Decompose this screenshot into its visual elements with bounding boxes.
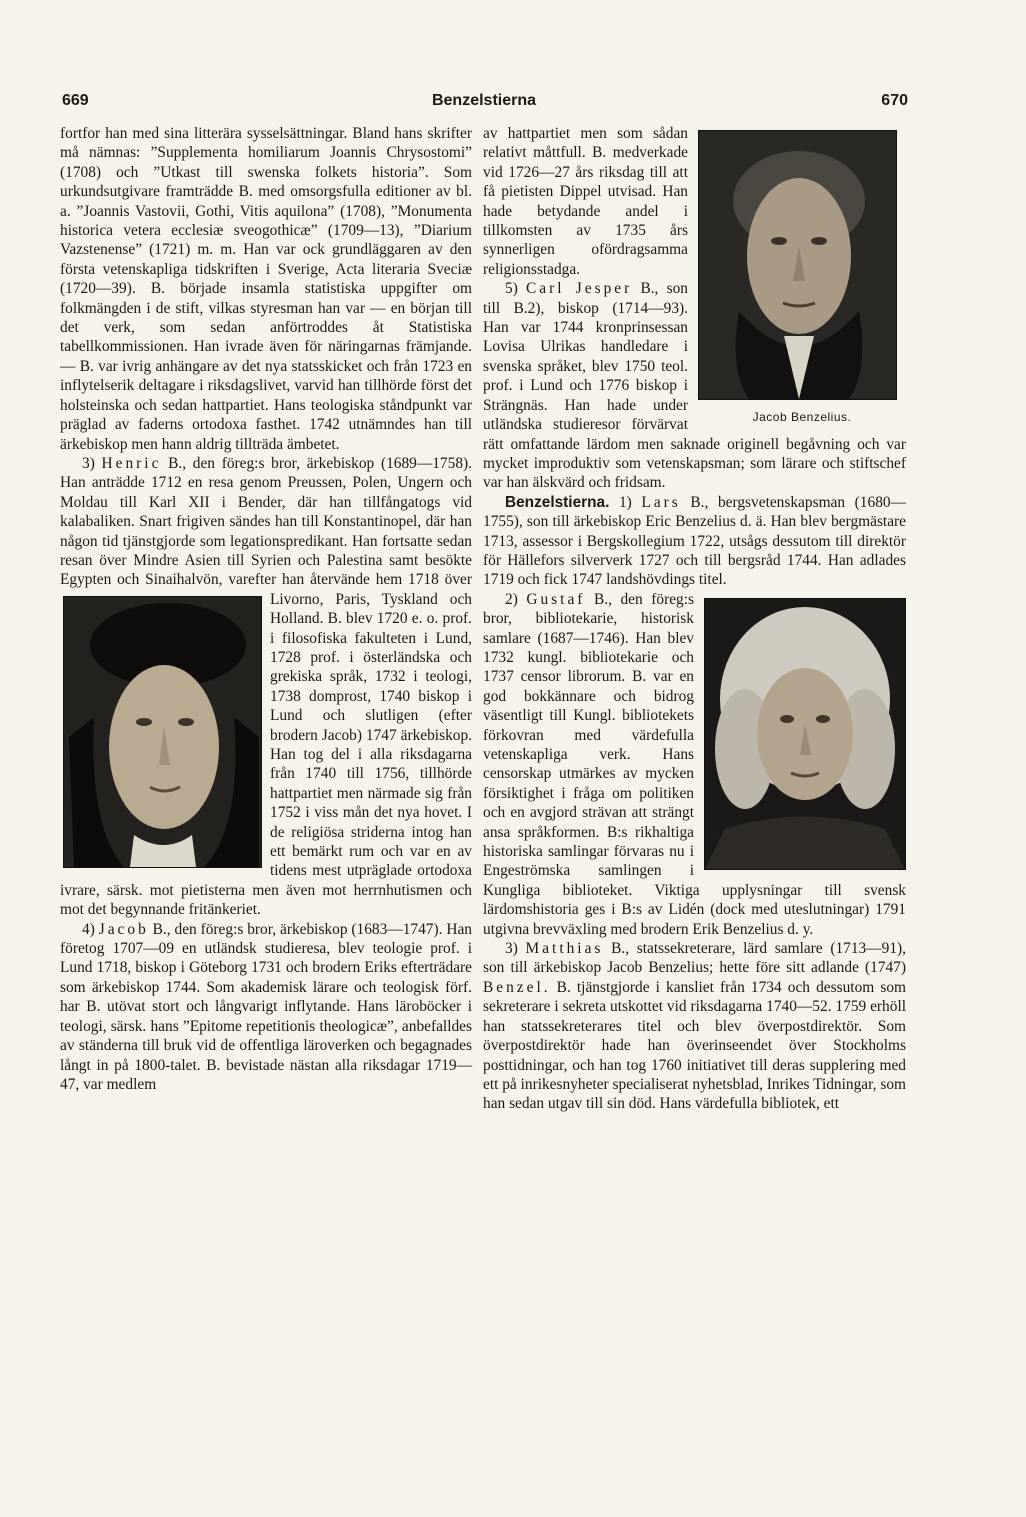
- entry-name-jacob: Jacob: [98, 920, 149, 938]
- paragraph-erik-continued: fortfor han med sina litterära sysselsättningar. Bland hans skrifter må nämnas: ”Supplementa homiliarum Joannis Chrysostomi” (1708) och ”Utkast till swenska folkets historia”. Som urkundsutgivare framträdde B. med omsorgsfulla editioner av bl. a. ”Joannis Vastovii, Gothi, Vitis aquilona” (1708), ”Monumenta historica vetera ecclesiæ sveogothicæ” (1709—13), ”Diarium Vazstenense” (1721) m. m. Han var ock grundläggaren av den första vetenskapliga tidskriften i Sverige, Acta literaria Sveciæ (1720—39). B. började insamla statistiska uppgifter om folkmängden i de stift, vilkas styresman han var — en början till det verk, som sedan anförtroddes åt Statistiska tabellkommissionen. Han ivrade även för näringarnas främjande. — B. var ivrig anhängare av det nya statsskicket och från 1723 en inflytelserik deltagare i riksdagslivet, varvid han tillhörde först det holsteinska och sedan hattpartiet. Hans teologiska ståndpunkt var präglad av faderns ortodoxa fasthet. 1742 utnämndes han till ärkebiskop men hann aldrig tillträda ämbetet.: [60, 125, 472, 453]
- headword-benzelstierna: Benzelstierna.: [505, 493, 610, 511]
- portrait-jacob-benzelius: [698, 130, 897, 400]
- caption-jacob-benzelius: Jacob Benzelius.: [752, 410, 852, 424]
- entry-name-lars: Lars: [641, 493, 681, 511]
- figure-jacob-benzelius: [698, 130, 906, 427]
- page-number-right: 670: [881, 92, 908, 109]
- portrait-gustaf-image: [705, 599, 905, 869]
- entry-matthias: 3) Matthias B., statssekreterare, lärd samlare (1713—91), son till ärkebiskop Jacob Benzelius; hette före sitt adlande (1747) Benzel. B. tjänstgjorde i kansliet från 1734 och dessutom som sekreterare i sekreta utskottet vid riksdagarna 1740—52. 1759 erhöll han statssekreterares titel och blev överpostdirektör. Som överpostdirektör hade han överinseendet över Stockholms posttidningar, och han tog 1760 initiativet till deras supplering med ett på inrikesnyheter specialiserat nyhetsblad, Inrikes Tidningar, som han sedan utgav till sin död. Hans värdefulla bibliotek, ett: [483, 940, 906, 1113]
- entry-benzelstierna-lars: Benzelstierna. 1) Lars B., bergsvetenskapsman (1680—1755), son till ärkebiskop Eric Benzelius d. ä. Han blev bergmästare 1713, assessor i Bergskollegium 1722, utsågs dessutom till direktör för Hällefors silververk 1727 och till bergsråd 1744. Han adlades 1719 och fick 1747 landshövdings titel.: [483, 493, 906, 589]
- entry-name-gustaf: Gustaf: [526, 590, 586, 608]
- entry-gustaf: 2) Gustaf B., den föreg:s bror, bibliotekarie, historisk samlare (1687—1746). Han blev 1732 kungl. bibliotekarie och 1737 censor librorum. B. var en god bokkännare och bidrog väsentligt till Kungl. bibliotekets förkovran med värdefulla vetenskapliga verk. Hans censorskap utmärkes av mycken försiktighet i fråga om politiken och en avgjord strävan att strängt ansa språkformen. B:s rikhaltiga historiska samlingar förvaras nu i Engeströmska samlingen i Kungliga biblioteket. Viktiga upplysningar till svensk lärdomshistoria ges i B:s av Lidén (dock med uteslutningar) 1791 utgivna brevväxling med brodern Erik Benzelius d. y.: [483, 590, 906, 938]
- page-header: [60, 92, 908, 118]
- page-number-left: 669: [62, 92, 89, 109]
- right-column: [483, 124, 906, 1114]
- running-title: Benzelstierna: [431, 92, 537, 109]
- portrait-henric-image: [64, 597, 261, 867]
- entry-henric: 3) Henric B., den föreg:s bror, ärkebiskop (1689—1758). Han anträdde 1712 en resa genom Preussen, Polen, Ungern och Moldau till Karl XII i Bender, där han tillfångatogs vid kalabaliken. Snart frigiven sändes han till Konstantinopel, där han någon tid tjänstgjorde som legationspredikant. Han fortsatte sedan resan över Mindre Asien till Syrien och Palestina samt besökte Egypten och Sinaihalvön, varefter han återvände hem 1718 över Livorno, Paris, Tyskland och Holland. B. blev 1720 e. o. prof. i filosofiska fakulteten i Lund, 1728 prof. i österländska och grekiska språk, 1732 i teologi, 1738 domprost, 1740 biskop i Lund och slutligen (efter brodern Jacob) 1747 ärkebiskop. Han tog del i alla riksdagarna från 1740 till 1756, tillhörde hattpartiet men närmade sig från 1752 i viss mån det nya hovet. I de religiösa striderna intog han ett bemärkt rum och var en av tidens mest utpräglade ortodoxa ivrare, särsk. mot pietisterna men även mot herrnhutismen och mot det begynnande fritänkeriet.: [60, 454, 472, 919]
- entry-carl-jesper: 5) Carl Jesper B., son till B.2), biskop (1714—93). Han var 1744 kronprinsessan Lovisa Ulrikas handledare i svenska språket, blev 1750 teol. prof. i Lund och 1776 biskop i Strängnäs. Han hade under utländska studieresor förvärvat rätt omfattande lärdom men saknade originell begåvning och var mycket improduktiv som vetenskapsman; som lärare och stiftschef var han älskvärd och fridsam.: [483, 280, 906, 492]
- entry-jacob: 4) Jacob B., den föreg:s bror, ärkebiskop (1683—1747). Han företog 1707—09 en utländsk studieresa, blev teologie prof. i Lund 1718, biskop i Göteborg 1731 och brodern Eriks efterträdare som ärkebiskop 1744. Som akademisk lärare och teologisk förf. har B. utövat stort och långvarigt inflytande. Hans läroböcker i teologi, särsk. hans ”Epitome repetitionis theologicæ”, anbefalldes av ständerna till bruk vid de offentliga läroverken och begagnades långt in på 1800-talet. B. bevistade nästan alla riksdagar 1719—47, var medlem: [60, 920, 473, 1093]
- entry-name-henric: Henric: [101, 454, 162, 472]
- portrait-jacob-image: [699, 131, 896, 399]
- name-benzel: Benzel.: [483, 978, 551, 996]
- paragraph-jacob-continued: av hattpartiet men som sådan relativt måttfull. B. medverkade vid 1726—27 års riksdag till att få pietisten Dippel utvisad. Han hade betydande andel i tillkomsten av 1735 års synnerligen ofördragsamma religionsstadga.: [483, 125, 688, 278]
- portrait-gustaf-benzelstierna: [704, 598, 906, 870]
- entry-name-carl-jesper: Carl Jesper: [526, 280, 633, 298]
- portrait-henric-benzelius: [63, 596, 262, 868]
- entry-name-matthias: Matthias: [525, 940, 604, 958]
